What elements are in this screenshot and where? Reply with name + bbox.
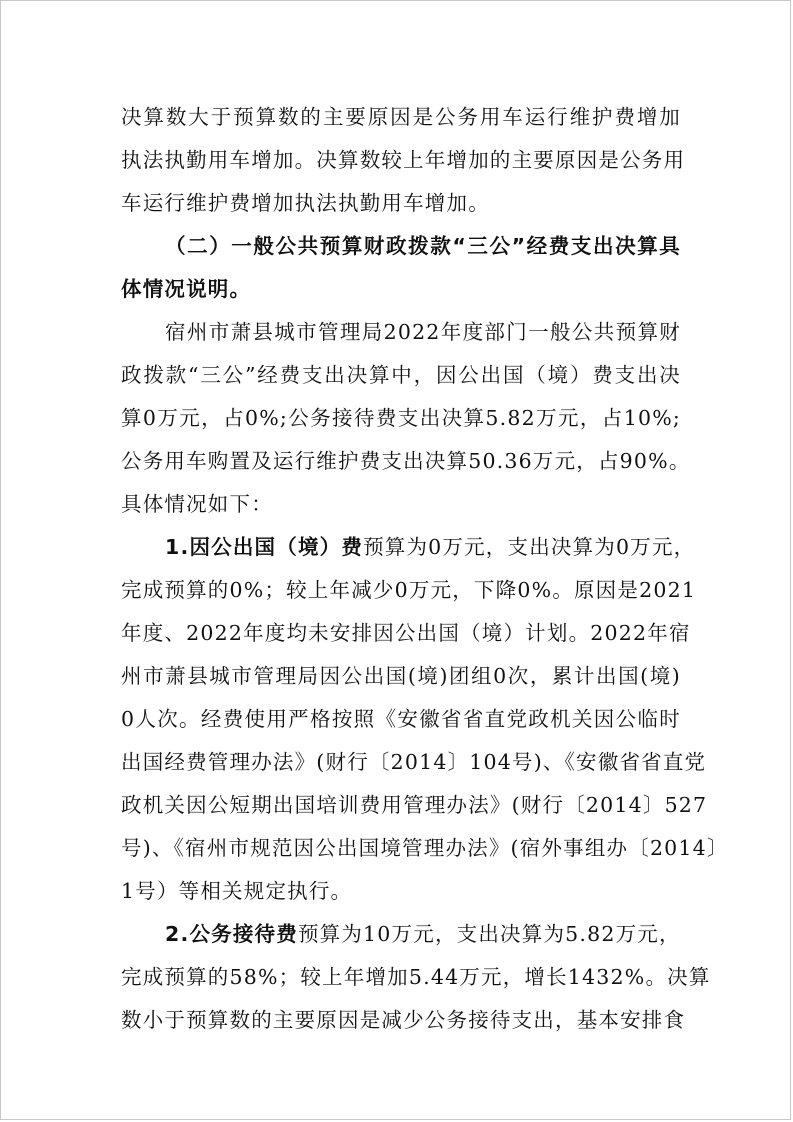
body-line-9: 完成预算的0%；较上年减少0万元，下降0%。原因是2021 xyxy=(121,578,697,602)
body-line-18: 数小于预算数的主要原因是减少公务接待支出，基本安排食 xyxy=(121,1008,686,1032)
body-line-3: 车运行维护费增加执法执勤用车增加。 xyxy=(121,191,490,215)
item-2-line xyxy=(165,920,681,948)
body-line-12: 0人次。经费使用严格按照《安徽省省直党政机关因公临时 xyxy=(121,707,681,731)
body-line-16: 1号）等相关规定执行。 xyxy=(121,879,353,903)
body-line-4: 宿州市萧县城市管理局2022年度部门一般公共预算财 xyxy=(165,320,681,344)
section-heading-line-1: （二）一般公共预算财政拨款“三公”经费支出决算具 xyxy=(165,234,681,258)
item-1-line xyxy=(165,533,696,561)
item-1-heading: 1.因公出国（境）费 xyxy=(165,535,364,559)
body-line-5: 政拨款“三公”经费支出决算中，因公出国（境）费支出决 xyxy=(121,363,681,387)
body-line-11: 州市萧县城市管理局因公出国(境)团组0次，累计出国(境) xyxy=(121,664,681,688)
body-line-6: 算0万元，占0%;公务接待费支出决算5.82万元，占10%; xyxy=(121,406,681,430)
item-2-text: 预算为10万元，支出决算为5.82万元， xyxy=(297,922,681,946)
body-line-1: 决算数大于预算数的主要原因是公务用车运行维护费增加 xyxy=(121,105,681,129)
body-line-2: 执法执勤用车增加。决算数较上年增加的主要原因是公务用 xyxy=(121,148,686,172)
section-heading-line-2: 体情况说明。 xyxy=(121,277,252,301)
body-line-17: 完成预算的58%；较上年增加5.44万元，增长1432%。决算 xyxy=(121,965,711,989)
item-1-text: 预算为0万元，支出决算为0万元， xyxy=(363,535,696,559)
body-line-7: 公务用车购置及运行维护费支出决算50.36万元，占90%。 xyxy=(121,449,691,473)
body-line-14: 政机关因公短期出国培训费用管理办法》(财行〔2014〕527 xyxy=(121,793,708,817)
body-line-15: 号)、《宿州市规范因公出国境管理办法》(宿外事组办〔2014〕 xyxy=(121,836,729,860)
item-2-heading: 2.公务接待费 xyxy=(165,922,298,946)
body-line-8: 具体情况如下： xyxy=(121,492,273,516)
body-line-13: 出国经费管理办法》(财行〔2014〕104号)、《安徽省省直党 xyxy=(121,750,707,774)
body-line-10: 年度、2022年度均未安排因公出国（境）计划。2022年宿 xyxy=(121,621,691,645)
